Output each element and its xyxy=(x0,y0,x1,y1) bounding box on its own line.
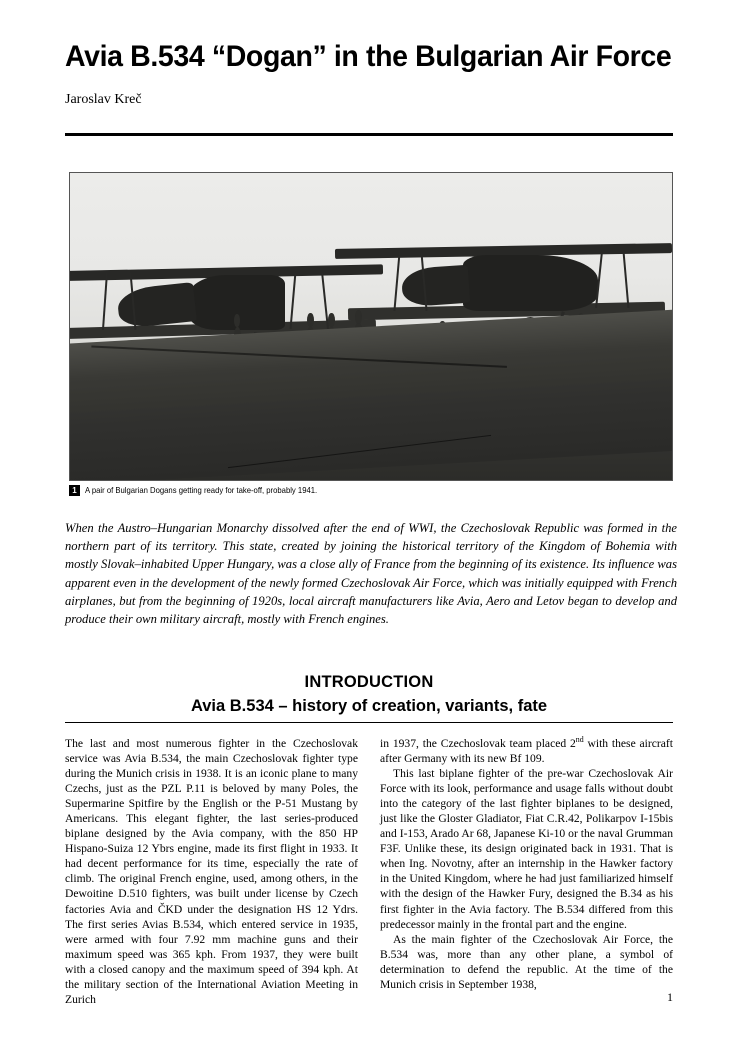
aircraft-right-strut-4 xyxy=(622,252,629,308)
body-divider-rule xyxy=(65,722,673,723)
aircraft-right-strut-1 xyxy=(393,252,400,311)
section-heading-introduction: INTRODUCTION xyxy=(304,673,434,691)
aircraft-right-fuselage xyxy=(463,255,598,311)
body-columns xyxy=(65,735,673,1006)
ordinal-superscript: nd xyxy=(575,735,584,745)
page-title: Avia B.534 “Dogan” in the Bulgarian Air Force xyxy=(65,40,672,73)
figure-caption-text: A pair of Bulgarian Dogans getting ready for take-off, probably 1941. xyxy=(85,486,318,495)
aircraft-right-tail xyxy=(401,265,471,308)
body-column-left xyxy=(65,736,358,1006)
figure-number-badge: 1 xyxy=(69,485,80,496)
aircraft-left-strut-1 xyxy=(102,272,108,330)
aircraft-left-strut-3 xyxy=(290,272,297,329)
section-headings xyxy=(65,672,673,717)
page-number: 1 xyxy=(667,990,673,1004)
figure-photo xyxy=(69,172,673,481)
body-column-right xyxy=(380,736,673,994)
figure-caption xyxy=(69,485,673,496)
aircraft-left-tail xyxy=(116,282,196,328)
right-paragraph-2: This last biplane fighter of the pre-war Czechoslovak Air Force with its look, performance and usage falls without doubt into the category of the last fighter biplanes to be designed, just like the Gloster Gladiator, Fiat C.R.42, Polikarpov I-15bis and I-153, Arado Ar 68, Japanese Ki-10 or the naval Grumman F3F. Unlike these, its design originated back in 1931. That is when Ing. Novotny, after an internship in the Hawker factory in the United Kingdom, where he had just familiarized himself with the design of the Hawker Fury, designed the B.34 as his first fighter in the Avia factory. The B.534 differed from this predecessor mainly in the frontal part and the engine. xyxy=(380,767,673,931)
right-paragraph-3: As the main fighter of the Czechoslovak Air Force, the B.534 was, more than any other plane, a symbol of determination to defend the republic. At the time of the Munich crisis in September 1938, xyxy=(380,932,673,991)
title-block xyxy=(65,40,685,109)
right-paragraph-1-text-b: with these aircraft after Germany with its new Bf 109. xyxy=(380,737,673,766)
photo-canvas xyxy=(70,173,672,480)
section-subheading: Avia B.534 – history of creation, variants, fate xyxy=(190,697,548,715)
right-paragraph-1 xyxy=(380,736,673,766)
header-divider-rule xyxy=(65,133,673,136)
author-name: Jaroslav Kreč xyxy=(65,92,142,107)
left-paragraph-1: The last and most numerous fighter in the Czechoslovak service was Avia B.534, the main Czechoslovak fighter type during the Munich crisis in 1938. It is an iconic plane to many Czechs, just as the PZL P.11 is beloved by many Poles, the Supermarine Spitfire by the English or the P-51 Mustang by Americans. This elegant fighter, the last series-produced biplane designed by the Avia company, with the 850 HP Hispano-Suiza 12 Ybrs engine, made its first flight in 1933. It had decent performance for its time, especially the rate of climb. The original French engine, used, among others, in the Dewoitine D.510 fighters, was built under license by Czech factories Avia and ČKD under the designation HS 12 Ydrs. The first series Avias B.534, which entered service in 1935, were armed with four 7.92 mm machine guns and their maximum speed was 365 kph. From 1937, they were built with a closed canopy and the maximum speed of 394 kph. At the military section of the International Aviation Meeting in Zurich xyxy=(65,737,358,1006)
right-paragraph-1-text-a: in 1937, the Czechoslovak team placed 2 xyxy=(380,737,576,750)
lead-paragraph: When the Austro–Hungarian Monarchy dissolved after the end of WWI, the Czechoslovak Republic was formed in the northern part of its territory. This state, created by joining the historical territory of the Kingdom of Bohemia with mostly Slovak–inhabited Upper Hungary, was a close ally of France from the beginning of its existence. Its influence was apparent even in the development of the newly formed Czechoslovak Air Force, which was initially equipped with French airplanes, but from the beginning of 1920s, local aircraft manufacturers like Avia, Aero and Letov began to develop and produce their own military aircraft, mostly with French engines. xyxy=(65,521,677,627)
